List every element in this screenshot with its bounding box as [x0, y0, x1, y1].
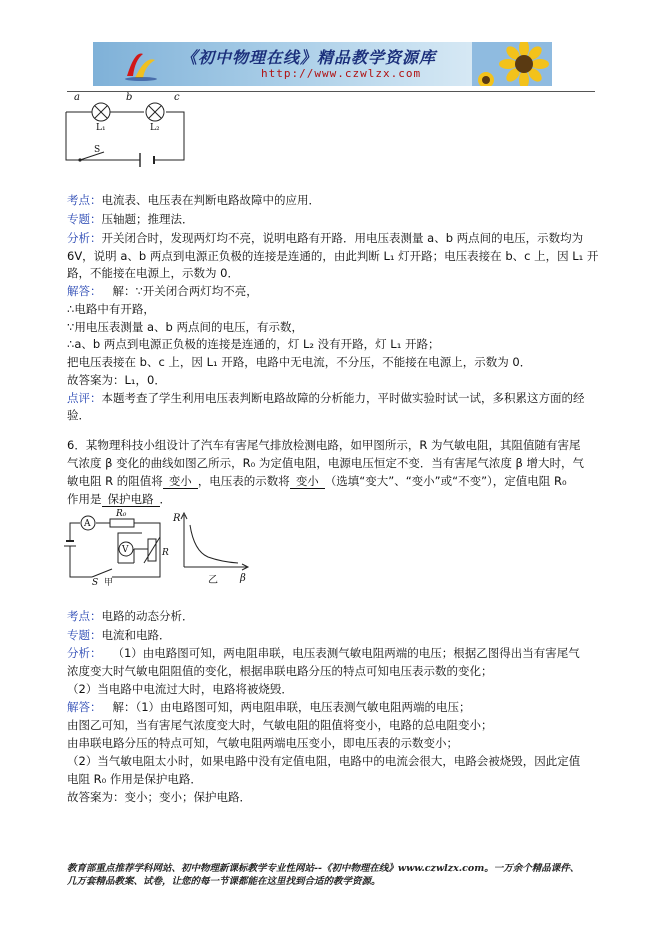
q5-circuit-figure [60, 92, 190, 170]
q5-dianping-2: 验． [67, 408, 90, 422]
q6-jieda-5: 电阻 R₀ 作用是保护电路． [67, 772, 202, 786]
footer-line-1: 教育部重点推荐学科网站、初中物理新课标教学专业性网站--《初中物理在线》www.czwlzx.com。一万余个精品课件、 [67, 863, 580, 874]
q5-fenxi-2: 6V，说明 a、b 两点到电源正负极的连接是连通的，由此判断 L₁ 灯开路；电压表接在 b、c 上，因 L₁ 开 [67, 249, 599, 263]
r0-label: R₀ [116, 509, 127, 519]
banner-url[interactable]: http://www.czwlzx.com [261, 67, 422, 80]
ammeter-label: A [84, 519, 91, 529]
q6-stem-3: 敏电阻 R 的阻值将 变小 ，电压表的示数将 变小 （选填“变大”、“变小”或“不变”），定值电阻 R₀ [67, 474, 567, 488]
q6-jieda-1: 解答： 解：（1）由电路图可知，两电阻串联，电压表测气敏电阻两端的电压； [67, 700, 471, 714]
q6-answer: 故答案为：变小；变小；保护电路． [67, 790, 251, 804]
q6-fenxi-1: 分析： （1）由电路图可知，两电阻串联，电压表测气敏电阻两端的电压；根据乙图得出当有害尾气 [67, 646, 580, 660]
q6-kaodian: 考点：电路的动态分析． [67, 609, 194, 623]
label-a: a [74, 92, 80, 103]
q6-stem-2: 气浓度 β 变化的曲线如图乙所示，R₀ 为定值电阻，电源电压恒定不变．当有害尾气浓度 β 增大时，气 [67, 456, 585, 470]
blank-3: 保护电路 [102, 492, 160, 507]
q6-stem-1: 6．某物理科技小组设计了汽车有害尾气排放检测电路，如甲图所示，R 为气敏电阻，其阻值随有害尾 [67, 438, 581, 452]
q5-dianping-1: 点评：本题考查了学生利用电压表判断电路故障的分析能力，平时做实验时试一试，多积累这方面的经 [67, 391, 585, 405]
footer-line-2: 几万套精品教案、试卷，让您的每一节课都能在这里找到合适的教学资源。 [67, 876, 381, 887]
q5-jieda-2: ∴电路中有开路， [67, 302, 155, 316]
q6-stem-4: 作用是 保护电路 ． [67, 492, 171, 506]
q6-circuit-figure-jia [62, 507, 172, 587]
voltmeter-label: V [122, 545, 129, 555]
site-logo [121, 46, 161, 82]
sunflower-image [472, 42, 552, 86]
q5-kaodian: 考点：电流表、电压表在判断电路故障中的应用． [67, 193, 320, 207]
banner-title: 《初中物理在线》精品教学资源库 [181, 48, 437, 67]
q5-zhuanti: 专题：压轴题；推理法． [67, 212, 194, 226]
q5-fenxi-3: 路，不能接在电源上，示数为 0． [67, 266, 239, 280]
q5-jieda-1: 解答： 解：∵开关闭合两灯均不亮， [67, 284, 258, 298]
page-footer [67, 862, 597, 888]
label-b: b [126, 92, 133, 103]
q5-jieda-3: ∵用电压表测量 a、b 两点间的电压，有示数， [67, 320, 303, 334]
label-S: S [94, 145, 101, 155]
q6-fenxi-3: （2）当电路中电流过大时，电路将被烧毁． [67, 682, 293, 696]
q5-fenxi-1: 分析：开关闭合时，发现两灯均不亮，说明电路有开路．用电压表测量 a、b 两点间的电压，示数均为 [67, 231, 584, 245]
site-banner [93, 42, 552, 86]
label-c: c [174, 92, 180, 103]
label-L1: L₁ [96, 123, 106, 133]
figure-yi-label: 乙 [208, 575, 218, 586]
blank-2: 变小 [290, 474, 325, 489]
graph-axis-r: R [173, 513, 181, 524]
q6-jieda-4: （2）当气敏电阻太小时，如果电路中没有定值电阻，电路中的电流会很大，电路会被烧毁，因此定值 [67, 754, 581, 768]
q5-jieda-5: 把电压表接在 b、c 上，因 L₁ 开路，电路中无电流，不分压，不能接在电源上，示数为 0． [67, 355, 532, 369]
q6-graph-yi [170, 507, 260, 587]
q6-jieda-3: 由串联电路分压的特点可知，气敏电阻两端电压变小，即电压表的示数变小； [67, 736, 458, 750]
q6-jieda-2: 由图乙可知，当有害尾气浓度变大时，气敏电阻的阻值将变小，电路的总电阻变小； [67, 718, 493, 732]
q6-zhuanti: 专题：电流和电路． [67, 628, 171, 642]
graph-axis-beta: β [240, 573, 246, 584]
switch-label: S [92, 578, 99, 587]
label-L2: L₂ [150, 123, 160, 133]
q5-answer: 故答案为：L₁，0． [67, 373, 166, 387]
r-label: R [162, 548, 169, 558]
q5-jieda-4: ∴a、b 两点到电源正负极的连接是连通的，灯 L₂ 没有开路，灯 L₁ 开路； [67, 337, 440, 351]
figure-jia-label: 甲 [104, 578, 114, 587]
q6-fenxi-2: 浓度变大时气敏电阻阻值的变化，根据串联电路分压的特点可知电压表示数的变化； [67, 664, 493, 678]
blank-1: 变小 [163, 474, 198, 489]
